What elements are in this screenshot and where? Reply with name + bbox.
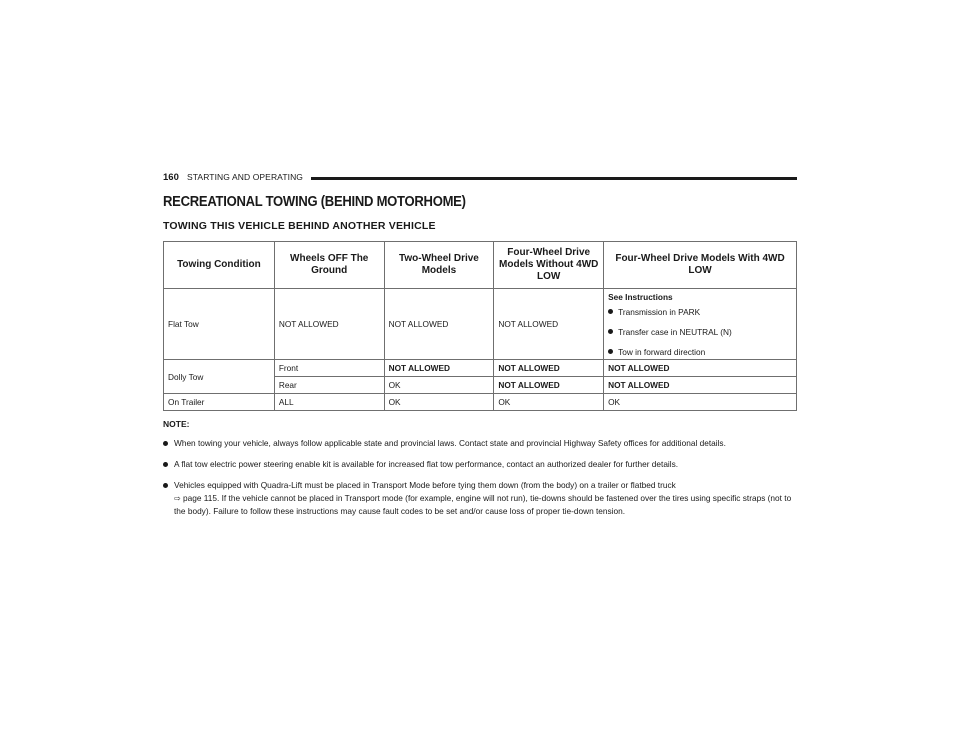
list-item-text: Transfer case in NEUTRAL (N) xyxy=(618,327,732,337)
note-text: When towing your vehicle, always follow applicable state and provincial laws. Contact state and provincial Highway Safety offices for additional details. xyxy=(174,438,726,448)
table-cell: OK xyxy=(384,394,494,411)
note-text: Vehicles equipped with Quadra-Lift must be placed in Transport Mode before tying them down (from the body) on a trailer or flatbed truck xyxy=(174,480,676,490)
list-item xyxy=(608,347,792,357)
list-item xyxy=(608,307,792,317)
bullet-icon xyxy=(608,349,613,354)
column-header: Four-Wheel Drive Models Without 4WD LOW xyxy=(494,242,604,289)
column-header: Four-Wheel Drive Models With 4WD LOW xyxy=(604,242,797,289)
list-item-text: Transmission in PARK xyxy=(618,307,701,317)
table-cell: NOT ALLOWED xyxy=(604,360,797,377)
column-header: Towing Condition xyxy=(164,242,275,289)
table-row-on-trailer xyxy=(164,394,797,411)
header-rule xyxy=(311,177,797,180)
list-item xyxy=(163,458,797,471)
page-number: 160 xyxy=(163,172,179,183)
table-cell: NOT ALLOWED xyxy=(494,289,604,360)
list-item xyxy=(163,479,797,518)
towing-table xyxy=(163,241,797,411)
table-cell: NOT ALLOWED xyxy=(384,289,494,360)
bullet-icon xyxy=(163,462,168,467)
table-cell: ALL xyxy=(274,394,384,411)
page-header xyxy=(163,172,797,186)
table-cell: OK xyxy=(494,394,604,411)
table-cell: NOT ALLOWED xyxy=(274,289,384,360)
table-header-row xyxy=(164,242,797,289)
table-cell: On Trailer xyxy=(164,394,275,411)
instructions-heading: See Instructions xyxy=(608,292,673,302)
note-text: page 115. If the vehicle cannot be placed in Transport mode (for example, engine will not run), tie-downs should be fastened over the tires using specific straps (not to the body). Failure to follow these instructions may cause fault codes to be set and/or cause loss of proper tie-down tension. xyxy=(174,493,792,516)
bullet-icon xyxy=(163,441,168,446)
subsection-title: TOWING THIS VEHICLE BEHIND ANOTHER VEHICLE xyxy=(163,220,436,232)
table-cell: NOT ALLOWED xyxy=(494,360,604,377)
instructions-cell xyxy=(604,289,797,360)
table-cell: Dolly Tow xyxy=(164,360,275,394)
table-cell: NOT ALLOWED xyxy=(494,377,604,394)
table-row-dolly-front xyxy=(164,360,797,377)
bullet-icon xyxy=(163,483,168,488)
table-cell: OK xyxy=(604,394,797,411)
table-cell: Rear xyxy=(274,377,384,394)
page-reference-arrow-icon[interactable]: ⇨ xyxy=(174,494,181,503)
note-label: NOTE: xyxy=(163,419,190,429)
note-text: A flat tow electric power steering enable kit is available for increased flat tow performance, contact an authorized dealer for further details. xyxy=(174,459,679,469)
page-title: RECREATIONAL TOWING (BEHIND MOTORHOME) xyxy=(163,194,466,210)
list-item xyxy=(608,327,792,337)
notes-list xyxy=(163,437,797,526)
table-cell: NOT ALLOWED xyxy=(384,360,494,377)
list-item-text: Tow in forward direction xyxy=(618,347,706,357)
list-item xyxy=(163,437,797,450)
instructions-list xyxy=(608,307,792,357)
bullet-icon xyxy=(608,329,613,334)
table-cell: OK xyxy=(384,377,494,394)
table-cell: Front xyxy=(274,360,384,377)
table-cell: Flat Tow xyxy=(164,289,275,360)
table-row-flat-tow xyxy=(164,289,797,360)
column-header: Two-Wheel Drive Models xyxy=(384,242,494,289)
bullet-icon xyxy=(608,309,613,314)
section-title: STARTING AND OPERATING xyxy=(187,172,304,182)
table-cell: NOT ALLOWED xyxy=(604,377,797,394)
column-header: Wheels OFF The Ground xyxy=(274,242,384,289)
